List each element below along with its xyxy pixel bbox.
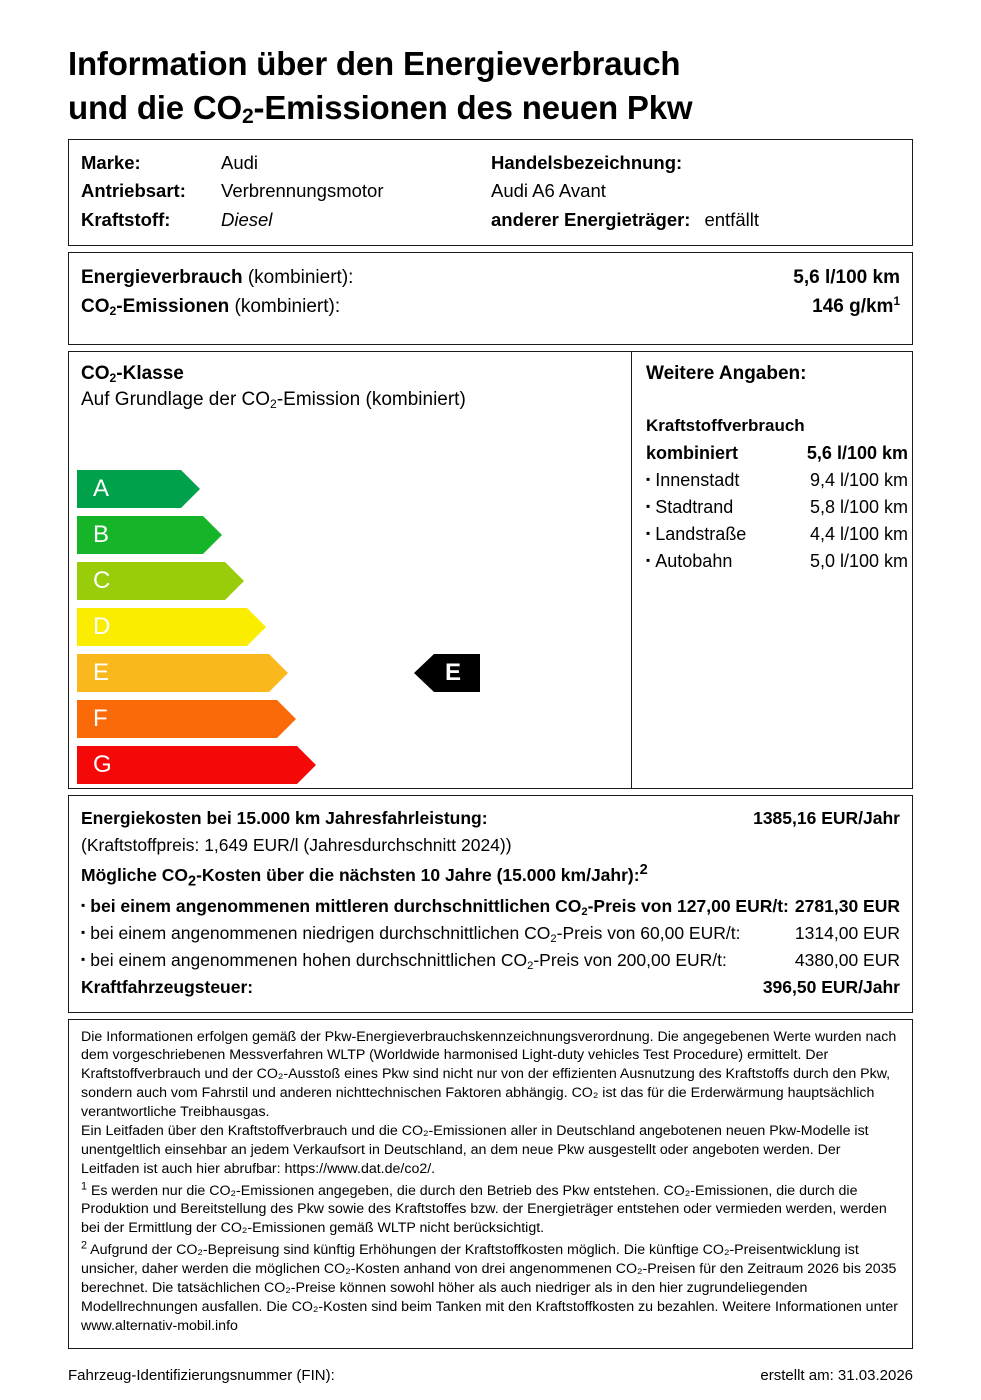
energiekosten-label: Energiekosten bei 15.000 km Jahresfahrleistung:: [81, 807, 488, 828]
kraftfahrzeugsteuer-label: Kraftfahrzeugsteuer:: [81, 977, 254, 998]
co2-class-letter: A: [93, 474, 110, 502]
co2-klasse-subtitle-b: -Emission (kombiniert): [276, 389, 466, 411]
costs-box: [68, 795, 913, 1013]
consumption-cycle-value: 4,4 l/100 km: [809, 523, 908, 544]
co2-class-row-f: [77, 700, 617, 738]
kraftstoffverbrauch-row: [646, 521, 908, 548]
bar-arrow-tip: [277, 700, 296, 738]
consumption-box: [68, 252, 913, 345]
bar-arrow-tip: [297, 746, 316, 784]
co2-class-letter: B: [93, 520, 110, 548]
fin-label: Fahrzeug-Identifizierungsnummer (FIN):: [68, 1366, 335, 1384]
row-handelsbezeichnung-label: [491, 149, 900, 177]
bullet-icon: ▪: [646, 552, 651, 567]
co2-label-subscript: 2: [109, 304, 117, 319]
co2-class-bar-a: [77, 470, 181, 508]
co2-class-letter: C: [93, 566, 111, 594]
row-kraftfahrzeugsteuer: [81, 974, 900, 1001]
co2-class-row-b: [77, 516, 617, 554]
weitere-angaben-panel: [632, 352, 912, 788]
created-date: erstellt am: 31.03.2026: [760, 1366, 913, 1384]
consumption-cycle-value: 9,4 l/100 km: [809, 469, 908, 490]
moegliche-co2-kosten-heading: [81, 859, 900, 893]
co2-value-footnote-mark: 1: [893, 295, 900, 309]
consumption-cycle-label: kombiniert: [646, 442, 739, 463]
kraftstoffpreis-line: (Kraftstoffpreis: 1,649 EUR/l (Jahresdurchschnitt 2024)): [81, 834, 512, 855]
vehicle-info-right-column: [491, 149, 900, 234]
energieverbrauch-label-rest: (kombiniert):: [242, 266, 354, 288]
co2-klasse-title: [81, 361, 619, 387]
legal-footnote-2: [81, 1241, 900, 1335]
legal-notice-box: [68, 1019, 913, 1349]
bullet-icon: ▪: [81, 952, 86, 967]
co2-price-scenario-row: [81, 920, 900, 947]
co2-class-row-d: [77, 608, 617, 646]
bar-arrow-tip: [181, 470, 200, 508]
scenario-value: 2781,30 EUR: [794, 896, 900, 917]
co2-subscript: 2: [581, 906, 588, 919]
footnote-1-text: Es werden nur die CO₂-Emissionen angegeben, die durch den Betrieb des Pkw entstehen. CO₂-Emissionen, die durch die Produktion und Bereitstellung des Pkw sowie des Kraftstoffes bzw. der Energieträger entstehen oder vermieden werden, werden bei der Ermittlung der CO₂-Emissionen gemäß WLTP nicht berücksichtigt.: [81, 1182, 887, 1237]
co2-klasse-subtitle: [81, 387, 619, 413]
consumption-cycle-label: ▪ Autobahn: [646, 550, 733, 571]
antriebsart-value: Verbrennungsmotor: [221, 180, 384, 202]
marker-arrow-icon: [414, 654, 434, 692]
co2-class-letter: E: [93, 658, 110, 686]
energieverbrauch-label-bold: Energieverbrauch: [81, 266, 243, 288]
co2-class-bar-g: [77, 746, 297, 784]
co2-klasse-subtitle-subscript: 2: [270, 397, 277, 412]
co2-class-letter: D: [93, 612, 111, 640]
co2-subscript: 2: [550, 933, 557, 946]
footnote-1-mark: 1: [81, 1179, 87, 1192]
co2-klasse-title-subscript: 2: [109, 370, 117, 385]
kraftstoffverbrauch-row: [646, 440, 908, 467]
spacer: [646, 387, 908, 413]
scenario-value: 4380,00 EUR: [794, 950, 900, 971]
co2-klasse-title-b: -Klasse: [116, 362, 184, 384]
handelsbezeichnung-value: Audi A6 Avant: [491, 180, 606, 202]
co2-class-section: [68, 351, 913, 789]
marke-value: Audi: [221, 152, 259, 174]
bar-arrow-tip: [247, 608, 266, 646]
consumption-cycle-label: ▪ Stadtrand: [646, 496, 734, 517]
footnote-2-text: Aufgrund der CO₂-Bepreisung sind künftig Erhöhungen der Kraftstoffkosten möglich. Die künftige CO₂-Preisentwicklung ist unsicher, daher werden die möglichen CO₂-Kosten anhand von drei angenommenen CO₂-Preisen für den Zeitraum 2026 bis 2035 berechnet. Die tatsächlichen CO₂-Preise können sowohl höher als auch niedriger als in den hier zugrundeliegenden Modellrechnungen ausfallen. Die CO₂-Kosten sind beim Tanken mit den Kraftstoffkosten zu bezahlen. Weitere Informationen unter www.alternativ-mobil.info: [81, 1242, 899, 1334]
co2-class-scale-panel: [69, 352, 632, 788]
vehicle-info-box: [68, 139, 913, 246]
marke-label: Marke:: [81, 152, 141, 174]
co2-class-row-c: [77, 562, 617, 600]
co2-class-marker: [414, 654, 480, 692]
co2-class-bar-c: [77, 562, 225, 600]
scenario-label: ▪ bei einem angenommenen mittleren durchschnittlichen $CO_2$-Preis von 127,00 EUR/t:: [81, 896, 789, 919]
co2-label-bold: CO: [81, 296, 110, 318]
marker-body: [434, 654, 480, 692]
energy-label-document: [68, 0, 913, 1384]
kraftstoffverbrauch-heading: Kraftstoffverbrauch: [646, 416, 805, 436]
moegliche-footnote-mark: 2: [639, 862, 648, 879]
row-handelsbezeichnung-value: [491, 177, 900, 205]
page-title-line2-a: und die CO: [68, 88, 242, 126]
bullet-icon: ▪: [81, 898, 86, 913]
co2-klasse-title-a: CO: [81, 362, 110, 384]
co2-label-rest: (kombiniert):: [229, 296, 341, 318]
row-anderer-energietraeger: [491, 206, 900, 234]
bullet-icon: ▪: [81, 925, 86, 940]
page-title-line1: Information über den Energieverbrauch: [68, 45, 681, 82]
moegliche-b: -Kosten über die nächsten 10 Jahre (15.000 km/Jahr):: [196, 864, 640, 885]
co2-class-row-a: [77, 470, 617, 508]
energieverbrauch-value: 5,6 l/100 km: [793, 266, 900, 288]
kraftstoffverbrauch-row: [646, 467, 908, 494]
co2-class-letter: G: [93, 750, 112, 778]
co2-subscript: 2: [527, 960, 534, 973]
co2-class-row-e: [77, 654, 617, 692]
scenario-value: 1314,00 EUR: [794, 923, 900, 944]
row-co2-emissionen: [81, 292, 900, 321]
moegliche-subscript: 2: [187, 873, 197, 890]
kraftfahrzeugsteuer-value: 396,50 EUR/Jahr: [762, 977, 900, 998]
row-antriebsart: [81, 177, 491, 205]
bar-arrow-tip: [203, 516, 222, 554]
footnote-2-mark: 2: [81, 1239, 87, 1252]
co2-class-bar-e: [77, 654, 269, 692]
weitere-angaben-title: Weitere Angaben:: [646, 362, 807, 384]
spacer: [690, 206, 704, 234]
bullet-icon: ▪: [646, 525, 651, 540]
consumption-cycle-value: 5,8 l/100 km: [809, 496, 908, 517]
co2-label-bold2: -Emissionen: [116, 296, 230, 318]
kraftstoffverbrauch-row: [646, 494, 908, 521]
co2-price-scenarios: [81, 893, 900, 974]
anderer-energietraeger-label: anderer Energieträger:: [491, 208, 691, 230]
legal-paragraph-2: Ein Leitfaden über den Kraftstoffverbrauch und die CO₂-Emissionen aller in Deutschland angebotenen neuen Pkw-Modelle ist unentgeltlich einsehbar an jedem Verkaufsort in Deutschland, an dem neue Pkw ausgestellt oder angeboten werden. Der Leitfaden ist auch hier abrufbar: https://www.dat.de/co2/.: [81, 1122, 869, 1177]
scenario-label: ▪ bei einem angenommenen hohen durchschnittlichen $CO_2$-Preis von 200,00 EUR/t:: [81, 950, 727, 973]
co2-subscript: 2: [242, 104, 254, 128]
energieverbrauch-label: [81, 263, 353, 292]
co2-value-text: 146 g/km: [812, 296, 894, 318]
co2-price-scenario-row: [81, 947, 900, 974]
row-marke: [81, 149, 491, 177]
legal-footnote-1: [81, 1179, 900, 1239]
moegliche-a: Mögliche CO: [81, 864, 188, 885]
scenario-label: ▪ bei einem angenommenen niedrigen durchschnittlichen $CO_2$-Preis von 60,00 EUR/t:: [81, 923, 741, 946]
handelsbezeichnung-label: Handelsbezeichnung:: [491, 152, 683, 174]
co2-class-bar-d: [77, 608, 247, 646]
co2-class-scale: [77, 470, 617, 792]
co2-emissionen-value: [812, 292, 900, 321]
consumption-cycle-value: 5,6 l/100 km: [806, 442, 908, 463]
co2-class-letter: F: [93, 704, 108, 732]
co2-klasse-subtitle-a: Auf Grundlage der CO: [81, 389, 271, 411]
co2-class-bar-b: [77, 516, 203, 554]
vehicle-info-left-column: [81, 149, 491, 234]
bullet-icon: ▪: [646, 471, 651, 486]
consumption-cycle-value: 5,0 l/100 km: [809, 550, 908, 571]
co2-class-bar-f: [77, 700, 277, 738]
antriebsart-label: Antriebsart:: [81, 180, 186, 202]
legal-paragraph-1: Die Informationen erfolgen gemäß der Pkw-Energieverbrauchskennzeichnungsverordnung. Die angegebenen Werte wurden nach dem vorgeschriebenen Messverfahren WLTP (Worldwide harmonised Light-duty vehicles Test Procedure) ermittelt. Der Kraftstoffverbrauch und der CO₂-Ausstoß eines Pkw sind nicht nur von der effizienten Ausnutzung des Kraftstoffs durch den Pkw, sondern auch vom Fahrstil und anderen nichttechnischen Faktoren abhängig. CO₂ ist das für die Erderwärmung hauptsächlich verantwortliche Treibhausgas.: [81, 1028, 897, 1121]
document-footer: [68, 1355, 913, 1384]
bar-arrow-tip: [225, 562, 244, 600]
kraftstoffverbrauch-row: [646, 548, 908, 575]
consumption-cycle-label: ▪ Innenstadt: [646, 469, 740, 490]
bullet-icon: ▪: [646, 498, 651, 513]
page-title-line2-b: -Emissionen des neuen Pkw: [253, 88, 693, 126]
kraftstoff-label: Kraftstoff:: [81, 208, 171, 230]
row-energieverbrauch: [81, 263, 900, 292]
co2-emissionen-label: [81, 292, 340, 321]
kraftstoffverbrauch-rows: [646, 440, 908, 575]
energiekosten-value: 1385,16 EUR/Jahr: [753, 807, 900, 828]
bar-arrow-tip: [269, 654, 288, 692]
co2-class-row-g: [77, 746, 617, 784]
co2-price-scenario-row: [81, 893, 900, 920]
consumption-cycle-label: ▪ Landstraße: [646, 523, 747, 544]
kraftstoff-value: Diesel: [221, 208, 273, 230]
anderer-energietraeger-value: entfällt: [704, 208, 759, 230]
row-kraftstoff: [81, 206, 491, 234]
page-title: [68, 42, 913, 129]
marker-letter: E: [444, 658, 461, 686]
row-energiekosten: [81, 805, 900, 832]
